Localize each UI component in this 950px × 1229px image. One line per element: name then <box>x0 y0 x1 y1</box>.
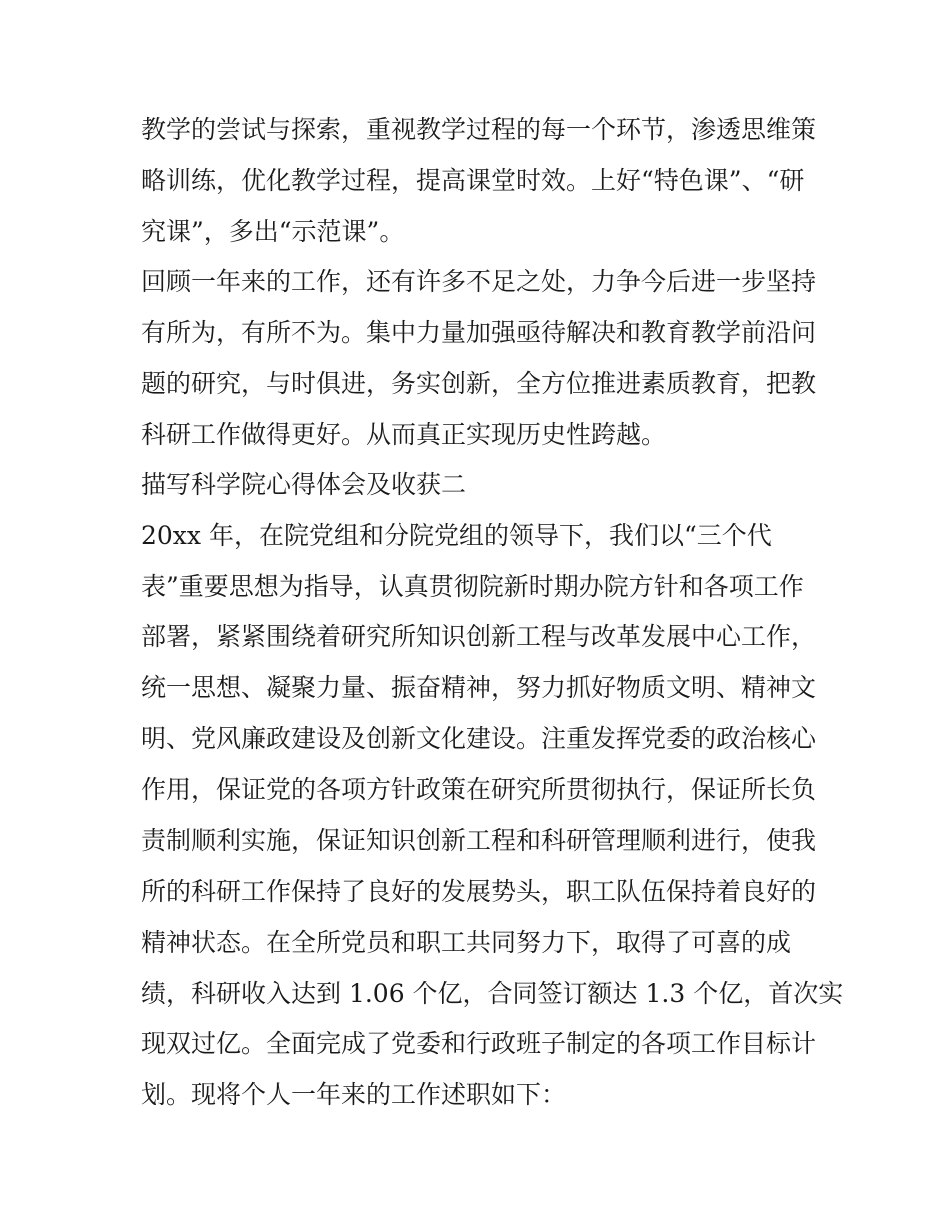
paragraph-line: 回顾一年来的工作，还有许多不足之处，力争今后进一步坚持 <box>141 267 817 296</box>
text-line: 责制顺利实施，保证知识创新工程和科研管理顺利进行，使我 <box>141 826 817 855</box>
text-line: 划。现将个人一年来的工作述职如下： <box>141 1080 567 1109</box>
text-line: 统一思想、凝聚力量、振奋精神，努力抓好物质文明、精神文 <box>141 673 817 702</box>
text-line: 有所为，有所不为。集中力量加强亟待解决和教育教学前沿问 <box>141 318 817 347</box>
text-line: 教学的尝试与探索，重视教学过程的每一个环节，渗透思维策 <box>141 115 817 144</box>
text-line: 绩，科研收入达到 1.06 个亿，合同签订额达 1.3 个亿，首次实 <box>141 979 844 1008</box>
text-line: 部署，紧紧围绕着研究所知识创新工程与改革发展中心工作， <box>141 622 817 651</box>
text-line: 现双过亿。全面完成了党委和行政班子制定的各项工作目标计 <box>141 1029 817 1058</box>
text-line: 科研工作做得更好。从而真正实现历史性跨越。 <box>141 420 667 449</box>
text-line: 表”重要思想为指导，认真贯彻院新时期办院方针和各项工作 <box>141 572 804 601</box>
text-line: 精神状态。在全所党员和职工共同努力下，取得了可喜的成 <box>141 928 792 957</box>
text-line: 作用，保证党的各项方针政策在研究所贯彻执行，保证所长负 <box>141 775 817 804</box>
text-line: 究课”，多出“示范课”。 <box>141 217 405 246</box>
section-heading: 描写科学院心得体会及收获二 <box>141 470 467 499</box>
text-line: 略训练，优化教学过程，提高课堂时效。上好“特色课”、“研 <box>141 166 805 195</box>
text-line: 所的科研工作保持了良好的发展势头，职工队伍保持着良好的 <box>141 877 817 906</box>
text-line: 明、党风廉政建设及创新文化建设。注重发挥党委的政治核心 <box>141 724 817 753</box>
text-line: 题的研究，与时俱进，务实创新，全方位推进素质教育，把教 <box>141 369 817 398</box>
paragraph-line: 20xx 年，在院党组和分院党组的领导下，我们以“三个代 <box>141 521 772 550</box>
